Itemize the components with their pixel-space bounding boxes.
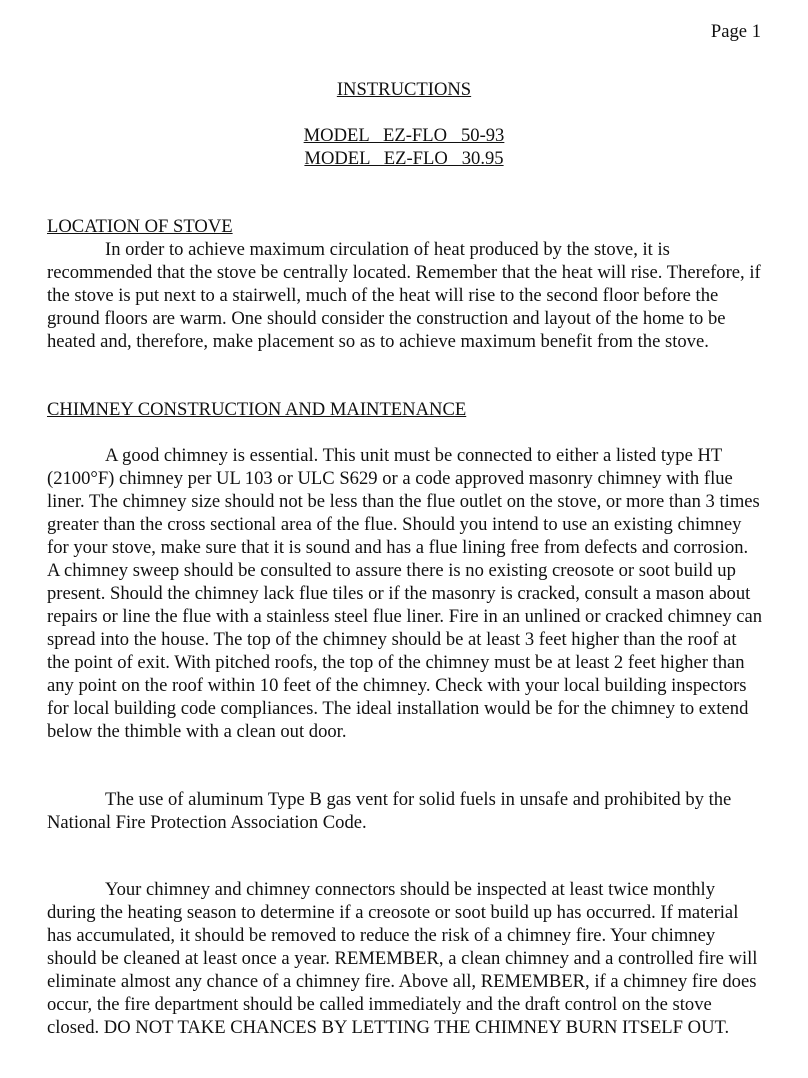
document-title: INSTRUCTIONS [336, 79, 472, 100]
location-heading: LOCATION OF STOVE [47, 216, 233, 237]
chimney-paragraph-2: The use of aluminum Type B gas vent for solid fuels in unsafe and prohibited by the National Fire Protection Association Code. [47, 789, 732, 833]
chimney-paragraph-1: A good chimney is essential. This unit must be connected to either a listed type HT (2100°F) chimney per UL 103 or ULC S629 or a code approved masonry chimney with flue liner. The chimney size should not be less than the flue outlet on the stove, or more than 3 times greater than the cross sectional area of the flue. Should you intend to use an existing chimney for your stove, make sure that it is sound and has a flue lining free from defects and corrosion. A chimney sweep should be consulted to assure there is no existing creosote or soot build up present. Should the chimney lack flue tiles or if the masonry is cracked, consult a mason about repairs or line the flue with a stainless steel flue liner. Fire in an unlined or cracked chimney can spread into the house. The top of the chimney should be at least 3 feet higher than the roof at the point of exit. With pitched roofs, the top of the chimney must be at least 2 feet higher than any point on the roof within 10 feet of the chimney. Check with your local building inspectors for local building code compliances. The ideal installation would be for the chimney to extend below the thimble with a clean out door. [47, 445, 763, 742]
location-paragraph: In order to achieve maximum circulation of heat produced by the stove, it is recommended that the stove be centrally located. Remember that the heat will rise. Therefore, if the stove is put next to a stairwell, much of the heat will rise to the second floor before the ground floors are warm. One should consider the construction and layout of the home to be heated and, therefore, make placement so as to achieve maximum benefit from the stove. [47, 239, 761, 352]
page-number: Page 1 [710, 21, 761, 42]
model-line-1: MODEL EZ-FLO 50-93 [303, 125, 505, 146]
model-line-2: MODEL EZ-FLO 30.95 [304, 148, 504, 169]
chimney-heading: CHIMNEY CONSTRUCTION AND MAINTENANCE [47, 399, 467, 420]
chimney-paragraph-3: Your chimney and chimney connectors should be inspected at least twice monthly during the heating season to determine if a creosote or soot build up has occurred. If material has accumulated, it should be removed to reduce the risk of a chimney fire. Your chimney should be cleaned at least once a year. REMEMBER, a clean chimney and a controlled fire will eliminate almost any chance of a chimney fire. Above all, REMEMBER, if a chimney fire does occur, the fire department should be called immediately and the draft control on the stove closed. DO NOT TAKE CHANCES BY LETTING THE CHIMNEY BURN ITSELF OUT. [47, 879, 758, 1038]
